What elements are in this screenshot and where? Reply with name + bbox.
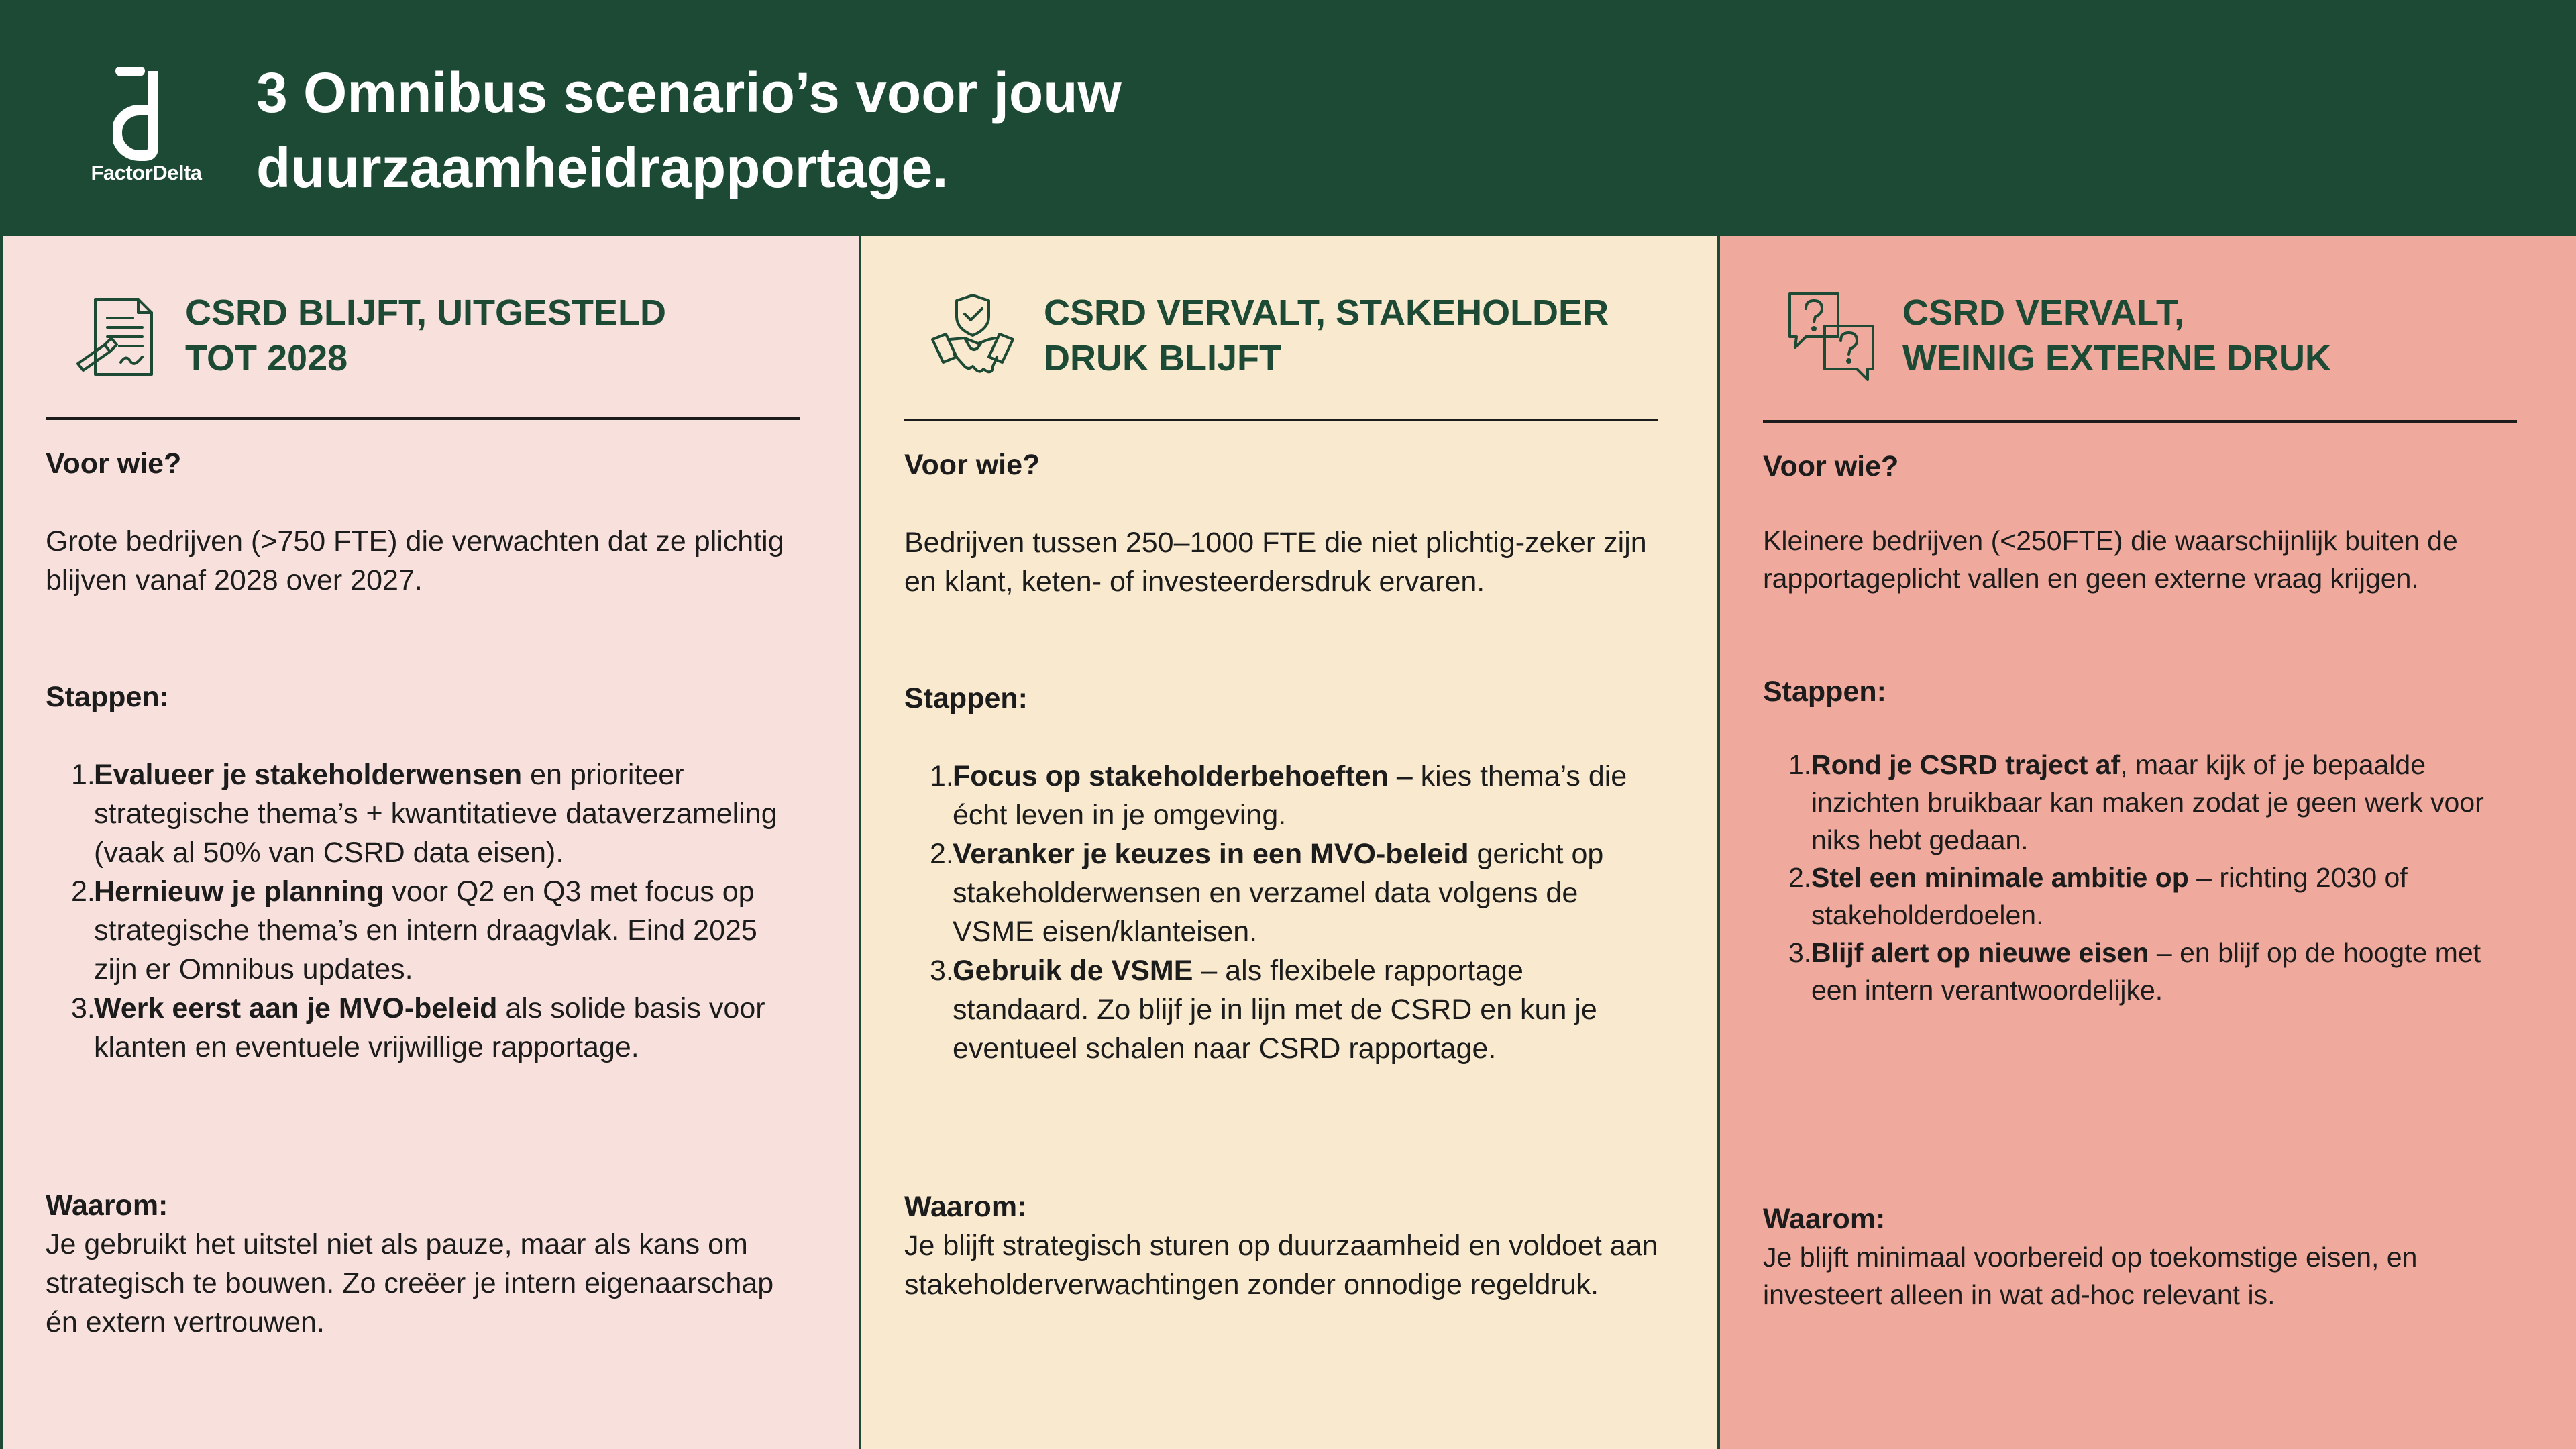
waarom-block — [904, 1187, 1658, 1304]
list-item — [1763, 934, 2517, 1009]
scenario-column-3 — [1720, 236, 2576, 1449]
step-text: als solide basis voor klanten en eventuele vrijwillige rapportage. — [94, 992, 765, 1063]
scenario-title-2: CSRD VERVALT, STAKEHOLDER DRUK BLIJFT — [1044, 292, 1609, 378]
step-text: – en blijf op de hoogte met een intern verantwoordelijke. — [1811, 937, 2481, 1006]
step-text: – richting 2030 of stakeholderdoelen. — [1811, 862, 2408, 930]
voor-wie-label: Voor wie? — [1763, 450, 1899, 482]
step-bold: Werk eerst aan je MVO-beleid — [94, 992, 498, 1024]
step-number: 3. — [71, 992, 95, 1024]
question-bubbles-icon — [1786, 290, 1877, 384]
stappen-label: Stappen: — [46, 681, 169, 713]
stappen-label: Stappen: — [904, 682, 1028, 714]
page-title: 3 Omnibus scenario’s voor jouw duurzaamheidrapportage. — [256, 61, 1122, 199]
list-item — [1763, 746, 2517, 859]
waarom-text: Je blijft minimaal voorbereid op toekomstige eisen, en investeert alleen in wat ad-hoc relevant is. — [1763, 1242, 2418, 1310]
divider — [46, 417, 800, 420]
scenario-title-1: CSRD BLIJFT, UITGESTELD TOT 2028 — [185, 292, 667, 378]
waarom-text: Je gebruikt het uitstel niet als pauze, maar als kans om strategisch te bouwen. Zo creëer je intern eigenaarschap én extern vertrouwen. — [46, 1228, 774, 1338]
voor-wie-label: Voor wie? — [46, 447, 182, 480]
step-number: 3. — [1788, 937, 1812, 968]
step-bold: Evalueer je stakeholderwensen — [94, 759, 523, 791]
waarom-label: Waarom: — [46, 1189, 168, 1222]
step-number: 1. — [1788, 749, 1812, 780]
step-text: en prioriteer strategische thema’s + kwantitatieve dataverzameling (vaak al 50% van CSRD data eisen). — [94, 759, 777, 869]
step-bold: Rond je CSRD traject af — [1811, 749, 2121, 780]
scenario-column-2 — [861, 236, 1720, 1449]
step-text: gericht op stakeholderwensen en verzamel data volgens de VSME eisen/klanteisen. — [953, 838, 1604, 948]
list-item — [46, 872, 800, 989]
factordelta-logo[interactable] — [79, 67, 213, 188]
header — [0, 0, 2576, 236]
step-bold: Veranker je keuzes in een MVO-beleid — [953, 838, 1469, 870]
step-number: 2. — [930, 838, 954, 870]
handshake-shield-icon — [927, 290, 1018, 384]
step-text: , maar kijk of je bepaalde inzichten bruikbaar kan maken zodat je geen werk voor niks hebt gedaan. — [1811, 749, 2484, 855]
list-item — [1763, 859, 2517, 934]
list-item — [904, 951, 1658, 1068]
signing-document-icon — [68, 290, 160, 384]
list-item — [46, 755, 800, 872]
list-item — [904, 835, 1658, 951]
scenario-columns — [0, 236, 2576, 1449]
step-bold: Hernieuw je planning — [94, 875, 384, 908]
step-bold: Blijf alert op nieuwe eisen — [1811, 937, 2149, 968]
steps-list — [1763, 746, 2517, 1009]
voor-wie-text: Kleinere bedrijven (<250FTE) die waarschijnlijk buiten de rapportageplicht vallen en geen externe vraag krijgen. — [1763, 525, 2458, 594]
waarom-label: Waarom: — [904, 1191, 1027, 1223]
logo-wordmark: FactorDelta — [91, 161, 202, 184]
voor-wie-text: Bedrijven tussen 250–1000 FTE die niet plichtig-zeker zijn en klant, keten- of investeerdersdruk ervaren. — [904, 527, 1647, 598]
waarom-text: Je blijft strategisch sturen op duurzaamheid en voldoet aan stakeholderverwachtingen zonder onnodige regeldruk. — [904, 1230, 1658, 1301]
stappen-label: Stappen: — [1763, 676, 1886, 708]
factordelta-logo-icon — [113, 67, 180, 161]
step-number: 3. — [930, 955, 954, 987]
steps-list — [904, 757, 1658, 1068]
step-text: – als flexibele rapportage standaard. Zo blijf je in lijn met de CSRD en kun je eventueel schalen naar CSRD rapportage. — [953, 955, 1597, 1065]
step-bold: Gebruik de VSME — [953, 955, 1193, 987]
step-bold: Focus op stakeholderbehoeften — [953, 760, 1389, 792]
step-number: 2. — [1788, 862, 1812, 893]
divider — [904, 419, 1658, 421]
voor-wie-label: Voor wie? — [904, 449, 1040, 481]
step-number: 2. — [71, 875, 95, 908]
scenario-column-1 — [0, 236, 861, 1449]
step-bold: Stel een minimale ambitie op — [1811, 862, 2189, 893]
list-item — [46, 989, 800, 1067]
waarom-block — [46, 1186, 800, 1342]
waarom-label: Waarom: — [1763, 1203, 1886, 1235]
step-text: – kies thema’s die écht leven in je omgeving. — [953, 760, 1627, 831]
divider — [1763, 420, 2517, 423]
waarom-block — [1763, 1199, 2517, 1313]
step-number: 1. — [71, 759, 95, 791]
scenario-title-3: CSRD VERVALT, WEINIG EXTERNE DRUK — [1902, 292, 2332, 378]
step-text: voor Q2 en Q3 met focus op strategische thema’s en intern draagvlak. Eind 2025 zijn er Omnibus updates. — [94, 875, 757, 985]
step-number: 1. — [930, 760, 954, 792]
voor-wie-text: Grote bedrijven (>750 FTE) die verwachten dat ze plichtig blijven vanaf 2028 over 2027. — [46, 525, 784, 596]
steps-list — [46, 755, 800, 1067]
list-item — [904, 757, 1658, 835]
